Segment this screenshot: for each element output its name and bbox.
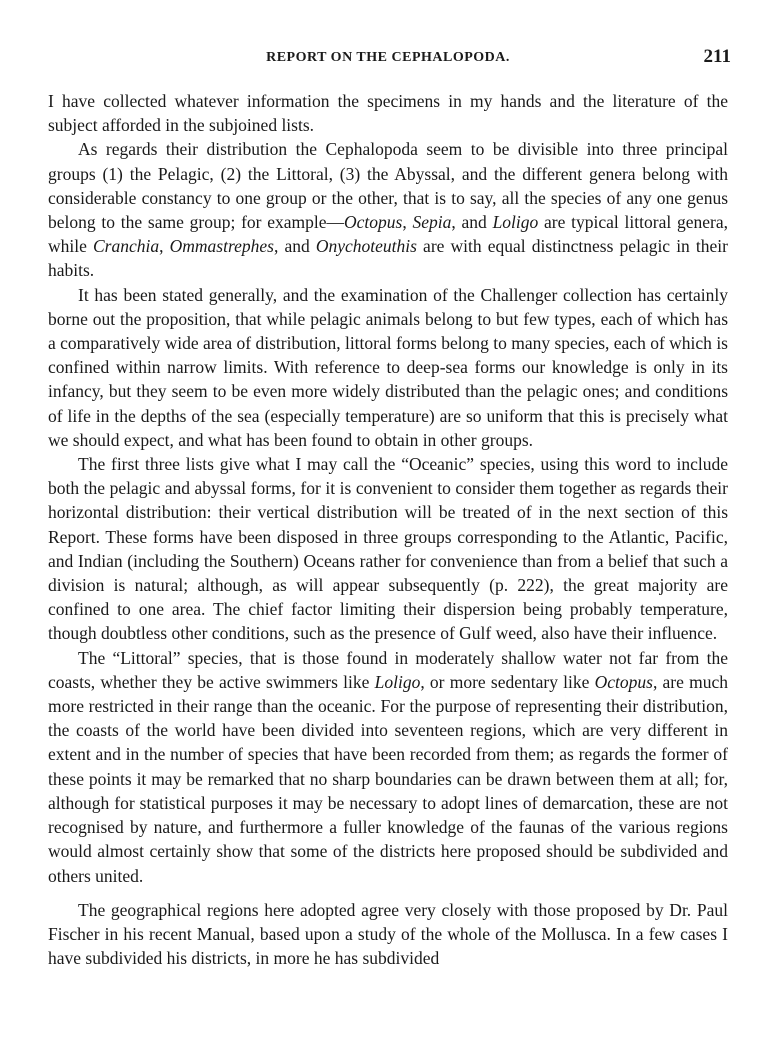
paragraph-6: The geographical regions here adopted agree very closely with those proposed by Dr. Paul Fischer in his recent Manual, based upon a study of the whole of the Mollusca. In a few cases I have subdivided his districts, in more he has subdivided — [48, 899, 728, 969]
page-number: 211 — [703, 46, 731, 67]
paragraph-4: The first three lists give what I may call the “Oceanic” species, using this word to include both the pelagic and abyssal forms, for it is convenient to consider them together as regards their horizontal distribution: their vertical distribution will be treated of in the next section of this Report. These forms have been disposed in three groups corresponding to the Atlantic, Pacific, and Indian (including the Southern) Oceans rather for convenience than from a belief that such a division is natural; although, as will appear subsequently (p. 222), the great majority are confined to one area. The chief factor limiting their dispersion being probably temperature, though doubtless other conditions, such as the presence of Gulf weed, also have their influence. — [48, 454, 728, 644]
separator: , and — [451, 212, 493, 233]
paragraph-2-text-a: As regards their distribution the Cephalopoda seem to be divisible into three principal groups (1) the Pelagic, (2) the Littoral, (3) the Abyssal, and the different genera belong with considerable constancy to one group or the other, that is to say, all the species of any one genus belong to the same group; for example— — [48, 139, 728, 233]
separator: , and — [273, 236, 316, 257]
paragraph-2-text-b: are typical littoral genera, while — [48, 212, 728, 257]
document-page — [48, 38, 731, 970]
body-text — [48, 89, 728, 970]
separator: , — [402, 212, 413, 233]
paragraph-5-text-a: The “Littoral” species, that is those found in moderately shallow water not far from the coasts, whether they be active swimmers like — [48, 647, 728, 692]
genus-name: Cranchia — [93, 236, 160, 257]
running-title: REPORT ON THE CEPHALOPODA. — [266, 50, 510, 65]
paragraph-5-text-b: , or more sedentary like — [420, 671, 595, 692]
paragraph-5 — [48, 646, 728, 888]
paragraph-2-text-c: are with equal distinctness pelagic in their habits. — [48, 236, 728, 281]
paragraph-1: I have collected whatever information the specimens in my hands and the literature of the subject afforded in the subjoined lists. — [48, 91, 728, 136]
genus-name: Ommastrephes — [169, 236, 274, 257]
genus-name: Sepia — [412, 212, 452, 233]
genus-name: Octopus — [344, 212, 403, 233]
genus-name: Octopus — [594, 671, 653, 692]
separator: , — [159, 236, 170, 257]
paragraph-2 — [48, 137, 728, 282]
page-header — [48, 38, 731, 68]
paragraph-5-text-c: , are much more restricted in their range than the oceanic. For the purpose of representing their distribution, the coasts of the world have been divided into seventeen regions, which are very different in extent and in the number of species that have been recorded from them; as regards the former of these points it may be remarked that no sharp boundaries can be drawn between them at all; for, although for statistical purposes it may be necessary to adopt lines of demarcation, these are not recognised by nature, and furthermore a fuller knowledge of the faunas of the various regions would almost certainly show that some of the districts here proposed should be subdivided and others united. — [48, 671, 729, 886]
genus-name: Onychoteuthis — [315, 236, 417, 257]
genus-name: Loligo — [374, 671, 421, 692]
paragraph-3: It has been stated generally, and the examination of the Challenger collection has certainly borne out the proposition, that while pelagic animals belong to but few types, each of which has a comparatively wide area of distribution, littoral forms belong to many species, each of which is confined within narrow limits. With reference to deep-sea forms our knowledge is only in its infancy, but they seem to be even more widely distributed than the pelagic ones; and conditions of life in the depths of the sea (especially temperature) are so uniform that this is precisely what we should expect, and what has been found to obtain in other groups. — [48, 284, 728, 450]
genus-name: Loligo — [492, 212, 539, 233]
